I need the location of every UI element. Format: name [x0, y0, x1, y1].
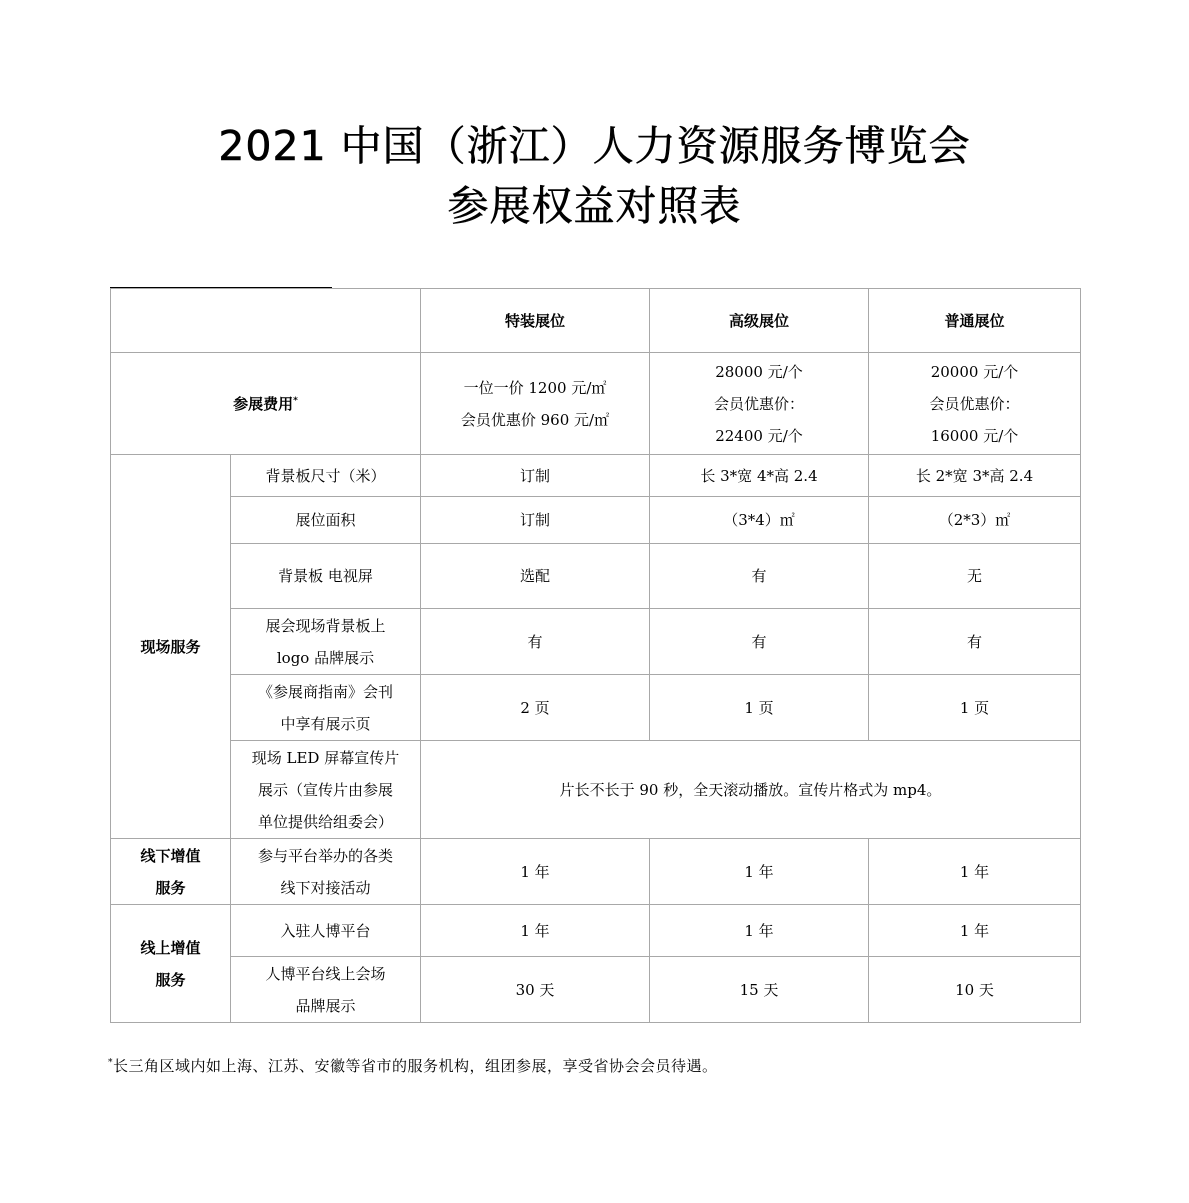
row-item-line: 中享有展示页 [280, 714, 371, 733]
cell-special: 1 年 [421, 839, 650, 905]
cell-standard: 长 2*宽 3*高 2.4 [869, 455, 1081, 497]
cell-standard: 1 年 [869, 839, 1081, 905]
row-item [231, 839, 421, 905]
cell-advanced: （3*4）㎡ [650, 497, 869, 544]
fee-standard-line: 16000 元/个 [930, 426, 1019, 445]
cell-advanced: 15 天 [650, 957, 869, 1023]
cell-advanced: 1 年 [650, 839, 869, 905]
fee-advanced-line: 28000 元/个 [715, 362, 803, 381]
benefits-table [110, 288, 1081, 1023]
cell-special: 选配 [421, 544, 650, 609]
page-subtitle: 参展权益对照表 [447, 182, 742, 230]
row-item [231, 741, 421, 839]
group-label-line: 服务 [155, 878, 186, 897]
row-item: 展位面积 [231, 497, 421, 544]
cell-advanced: 1 年 [650, 905, 869, 957]
led-value-cell: 片长不长于 90 秒，全天滚动播放。宣传片格式为 mp4。 [421, 741, 1081, 839]
footnote [108, 1055, 718, 1076]
row-item-line: 品牌展示 [295, 996, 356, 1015]
row-item-line: 现场 LED 屏幕宣传片 [251, 748, 400, 767]
group-label-online [111, 905, 231, 1023]
cell-special: 2 页 [421, 675, 650, 741]
row-item: 入驻人博平台 [231, 905, 421, 957]
cell-special: 订制 [421, 497, 650, 544]
fee-special-line: 会员优惠价 960 元/㎡ [460, 410, 610, 429]
table-row [111, 609, 1081, 675]
table-row [111, 544, 1081, 609]
cell-standard: 10 天 [869, 957, 1081, 1023]
header-row [111, 289, 1081, 353]
row-item-line: 人博平台线上会场 [265, 964, 386, 983]
cell-special: 30 天 [421, 957, 650, 1023]
footnote-mark: * [108, 1058, 113, 1068]
row-item-line: 参与平台举办的各类 [257, 846, 393, 865]
table-row [111, 839, 1081, 905]
table-row [111, 497, 1081, 544]
column-header-standard: 普通展位 [869, 289, 1081, 353]
fee-row [111, 353, 1081, 455]
group-label-offline [111, 839, 231, 905]
fee-special-line: 一位一价 1200 元/㎡ [463, 378, 607, 397]
group-label-line: 线上增值 [140, 938, 201, 957]
row-item-line: 单位提供给组委会） [257, 812, 393, 831]
cell-special: 1 年 [421, 905, 650, 957]
cell-advanced: 长 3*宽 4*高 2.4 [650, 455, 869, 497]
row-item: 背景板尺寸（米） [231, 455, 421, 497]
column-header-special: 特装展位 [421, 289, 650, 353]
cell-special: 有 [421, 609, 650, 675]
table-row [111, 455, 1081, 497]
column-header-advanced: 高级展位 [650, 289, 869, 353]
cell-advanced: 有 [650, 544, 869, 609]
row-item [231, 609, 421, 675]
row-item [231, 675, 421, 741]
cell-advanced: 有 [650, 609, 869, 675]
table-row [111, 741, 1081, 839]
table-row [111, 957, 1081, 1023]
fee-advanced-line: 22400 元/个 [715, 426, 803, 445]
row-item-line: 展会现场背景板上 [265, 616, 386, 635]
cell-advanced: 1 页 [650, 675, 869, 741]
fee-standard-line: 会员优惠价： [929, 394, 1020, 413]
header-corner-cell [111, 289, 421, 353]
row-item: 背景板 电视屏 [231, 544, 421, 609]
group-label-onsite: 现场服务 [111, 455, 231, 839]
fee-advanced-cell [650, 353, 869, 455]
row-item-line: 线下对接活动 [280, 878, 371, 897]
row-item-line: 展示（宣传片由参展 [257, 780, 393, 799]
group-label-line: 服务 [155, 970, 186, 989]
cell-standard: 1 页 [869, 675, 1081, 741]
row-item [231, 957, 421, 1023]
fee-label: 参展费用 [233, 394, 294, 413]
fee-standard-cell [869, 353, 1081, 455]
cell-standard: （2*3）㎡ [869, 497, 1081, 544]
cell-standard: 有 [869, 609, 1081, 675]
row-item-line: 《参展商指南》会刊 [257, 682, 393, 701]
fee-special-cell [421, 353, 650, 455]
row-item-line: logo 品牌展示 [276, 648, 375, 667]
cell-standard: 无 [869, 544, 1081, 609]
group-label-line: 线下增值 [140, 846, 201, 865]
fee-standard-line: 20000 元/个 [930, 362, 1019, 381]
page-title: 2021 中国（浙江）人力资源服务博览会 [218, 122, 971, 170]
fee-footnote-mark: * [293, 395, 298, 406]
cell-standard: 1 年 [869, 905, 1081, 957]
fee-label-cell [111, 353, 421, 455]
table-row [111, 905, 1081, 957]
table-row [111, 675, 1081, 741]
cell-special: 订制 [421, 455, 650, 497]
fee-advanced-line: 会员优惠价： [713, 394, 804, 413]
footnote-text: 长三角区域内如上海、江苏、安徽等省市的服务机构，组团参展，享受省协会会员待遇。 [113, 1057, 718, 1075]
